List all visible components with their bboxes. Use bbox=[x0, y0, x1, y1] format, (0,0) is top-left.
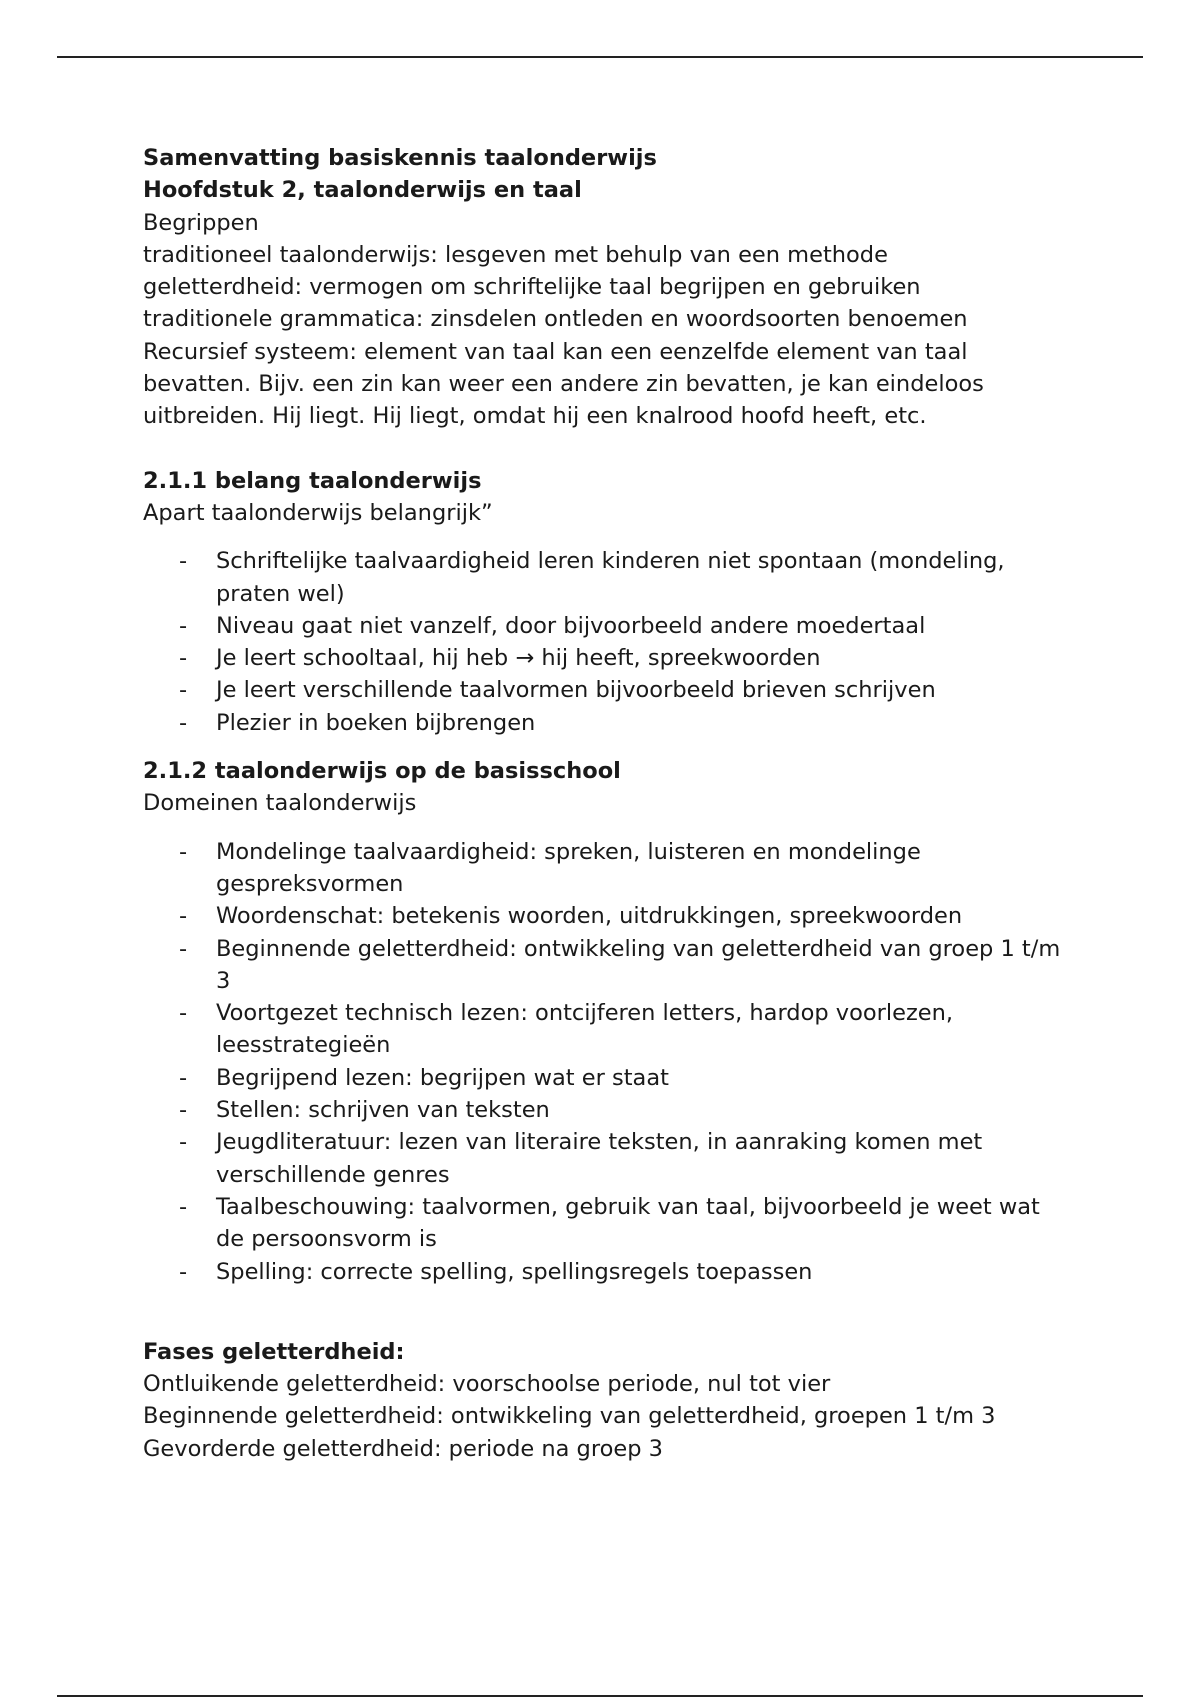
dash-bullet: - bbox=[179, 935, 188, 962]
phase-line: Beginnende geletterdheid: ontwikkeling van geletterdheid, groepen 1 t/m 3 bbox=[143, 1403, 996, 1430]
section-subheading: Apart taalonderwijs belangrijk” bbox=[143, 499, 493, 526]
list-item-text: Taalbeschouwing: taalvormen, gebruik van taal, bijvoorbeeld je weet wat de persoonsvorm is bbox=[216, 1193, 1040, 1253]
chapter-heading: Hoofdstuk 2, taalonderwijs en taal bbox=[143, 177, 582, 204]
spacer bbox=[143, 739, 1073, 755]
list-item-text: Begrijpend lezen: begrijpen wat er staat bbox=[216, 1064, 669, 1091]
dash-bullet: - bbox=[179, 1064, 188, 1091]
list-item bbox=[143, 1094, 1073, 1126]
list-item-text: Je leert verschillende taalvormen bijvoorbeeld brieven schrijven bbox=[216, 677, 936, 704]
definition-line: geletterdheid: vermogen om schriftelijke taal begrijpen en gebruiken bbox=[143, 274, 921, 301]
list-item-text: Beginnende geletterdheid: ontwikkeling van geletterdheid van groep 1 t/m 3 bbox=[216, 935, 1061, 994]
section-heading-basisschool: 2.1.2 taalonderwijs op de basisschool bbox=[143, 758, 621, 785]
list-item-text: Woordenschat: betekenis woorden, uitdrukkingen, spreekwoorden bbox=[216, 903, 963, 930]
domeinen-list bbox=[143, 836, 1073, 1288]
intro-heading: Begrippen bbox=[143, 209, 259, 236]
phase-line: Ontluikende geletterdheid: voorschoolse periode, nul tot vier bbox=[143, 1371, 831, 1398]
list-item bbox=[143, 1062, 1073, 1094]
list-item bbox=[143, 1256, 1073, 1288]
list-item bbox=[143, 933, 1073, 998]
list-item bbox=[143, 610, 1073, 642]
list-item-text: Niveau gaat niet vanzelf, door bijvoorbeeld andere moedertaal bbox=[216, 612, 926, 639]
definition-line: Recursief systeem: element van taal kan een eenzelfde element van taal bevatten. Bijv. een zin kan weer een andere zin bevatten, je kan eindeloos uitbreiden. Hij liegt. Hij liegt, omdat hij een knalrood hoofd heeft, etc. bbox=[143, 338, 991, 430]
dash-bullet: - bbox=[179, 709, 188, 736]
dash-bullet: - bbox=[179, 677, 188, 704]
spacer bbox=[143, 1320, 1073, 1336]
list-item-text: Plezier in boeken bijbrengen bbox=[216, 709, 536, 736]
list-item-text: Jeugdliteratuur: lezen van literaire teksten, in aanraking komen met verschillende genres bbox=[216, 1129, 983, 1188]
list-item bbox=[143, 1126, 1073, 1191]
dash-bullet: - bbox=[179, 548, 188, 575]
section-heading-belang: 2.1.1 belang taalonderwijs bbox=[143, 467, 482, 494]
spacer bbox=[143, 820, 1073, 836]
list-item-text: Schriftelijke taalvaardigheid leren kinderen niet spontaan (mondeling, praten wel) bbox=[216, 548, 1005, 607]
list-item-text: Stellen: schrijven van teksten bbox=[216, 1097, 550, 1124]
footer-rule bbox=[57, 1695, 1143, 1697]
dash-bullet: - bbox=[179, 903, 188, 930]
dash-bullet: - bbox=[179, 645, 188, 672]
section-subheading: Domeinen taalonderwijs bbox=[143, 790, 417, 817]
list-item bbox=[143, 642, 1073, 674]
dash-bullet: - bbox=[179, 1258, 188, 1285]
list-item-text: Je leert schooltaal, hij heb → hij heeft, spreekwoorden bbox=[216, 645, 821, 672]
phase-line: Gevorderde geletterdheid: periode na groep 3 bbox=[143, 1435, 663, 1462]
list-item bbox=[143, 900, 1073, 932]
dash-bullet: - bbox=[179, 1097, 188, 1124]
document-body bbox=[143, 142, 1073, 1465]
list-item bbox=[143, 674, 1073, 706]
belang-list bbox=[143, 545, 1073, 739]
definition-line: traditionele grammatica: zinsdelen ontleden en woordsoorten benoemen bbox=[143, 306, 968, 333]
spacer bbox=[143, 433, 1073, 465]
list-item-text: Spelling: correcte spelling, spellingsregels toepassen bbox=[216, 1258, 813, 1285]
dash-bullet: - bbox=[179, 612, 188, 639]
list-item bbox=[143, 1191, 1073, 1256]
header-rule bbox=[57, 56, 1143, 58]
list-item bbox=[143, 836, 1073, 901]
dash-bullet: - bbox=[179, 838, 188, 865]
list-item bbox=[143, 707, 1073, 739]
dash-bullet: - bbox=[179, 1000, 188, 1027]
list-item-text: Mondelinge taalvaardigheid: spreken, luisteren en mondelinge gespreksvormen bbox=[216, 838, 921, 897]
section-heading-fases: Fases geletterdheid: bbox=[143, 1338, 405, 1365]
dash-bullet: - bbox=[179, 1193, 188, 1220]
list-item bbox=[143, 545, 1073, 610]
spacer bbox=[143, 1288, 1073, 1320]
list-item-text: Voortgezet technisch lezen: ontcijferen letters, hardop voorlezen, leesstrategieën bbox=[216, 1000, 954, 1059]
document-title: Samenvatting basiskennis taalonderwijs bbox=[143, 145, 657, 171]
definition-line: traditioneel taalonderwijs: lesgeven met behulp van een methode bbox=[143, 241, 888, 268]
list-item bbox=[143, 997, 1073, 1062]
dash-bullet: - bbox=[179, 1129, 188, 1156]
spacer bbox=[143, 529, 1073, 545]
